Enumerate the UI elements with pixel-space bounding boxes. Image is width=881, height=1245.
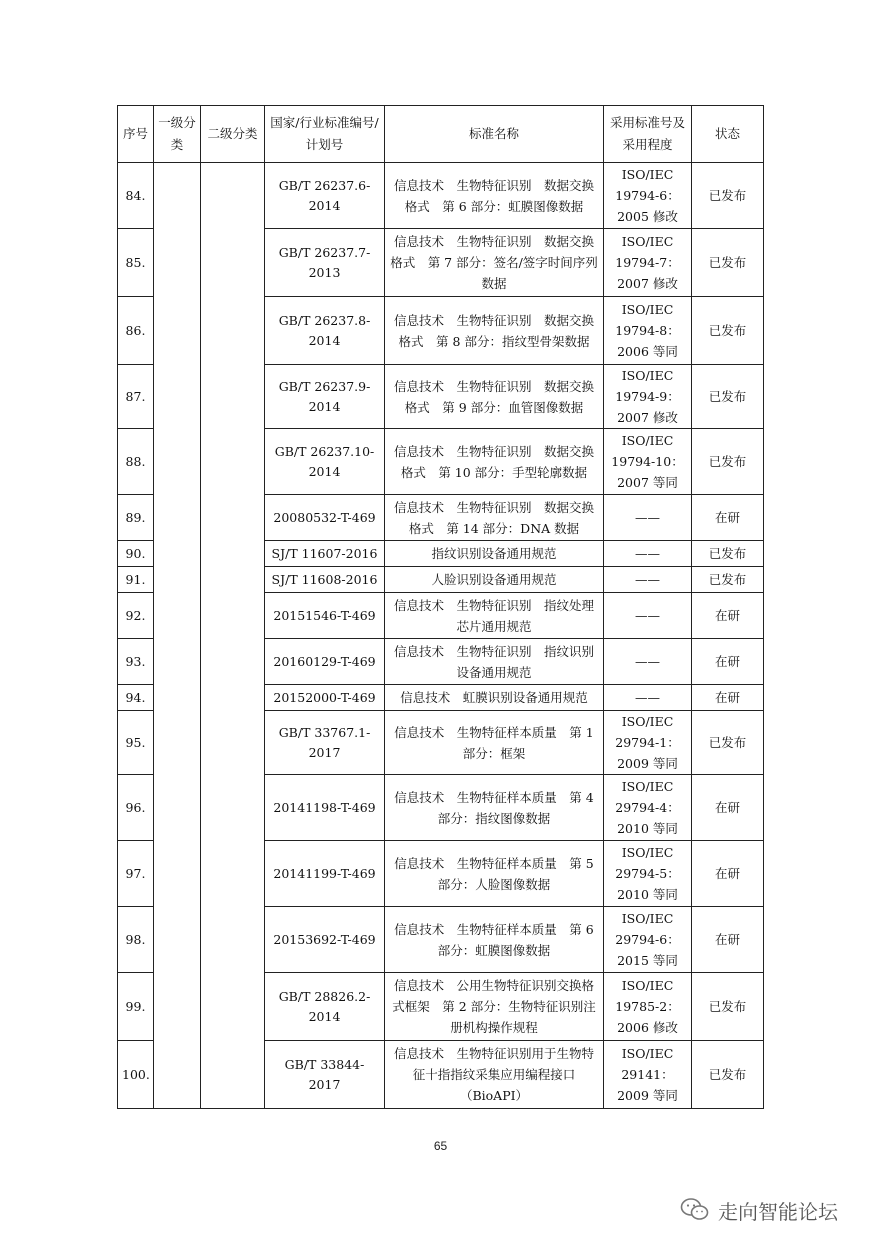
cell-code: 20153692-T-469: [265, 907, 385, 973]
cell-adopt: ISO/IEC 29794-4：2010 等同: [604, 775, 692, 841]
cell-adopt: ISO/IEC 29794-5：2010 等同: [604, 841, 692, 907]
cell-adopt: ISO/IEC 29794-1：2009 等同: [604, 711, 692, 775]
cell-no: 88.: [118, 429, 154, 495]
cell-no: 90.: [118, 541, 154, 567]
cell-code: 20080532-T-469: [265, 495, 385, 541]
cell-code: SJ/T 11608-2016: [265, 567, 385, 593]
cell-no: 85.: [118, 229, 154, 297]
cell-name: 信息技术 虹膜识别设备通用规范: [385, 685, 604, 711]
cell-adopt: ——: [604, 593, 692, 639]
cell-code: GB/T 26237.9-2014: [265, 365, 385, 429]
cell-name: 信息技术 公用生物特征识别交换格式框架 第 2 部分：生物特征识别注册机构操作规程: [385, 973, 604, 1041]
cell-name: 信息技术 生物特征识别用于生物特征十指指纹采集应用编程接口（BioAPI）: [385, 1041, 604, 1109]
cell-level2: [201, 163, 265, 1109]
cell-name: 信息技术 生物特征识别 指纹识别设备通用规范: [385, 639, 604, 685]
cell-status: 在研: [692, 639, 764, 685]
cell-no: 94.: [118, 685, 154, 711]
cell-name: 信息技术 生物特征样本质量 第 1 部分：框架: [385, 711, 604, 775]
watermark: [680, 1190, 870, 1230]
cell-code: 20141198-T-469: [265, 775, 385, 841]
cell-code: 20152000-T-469: [265, 685, 385, 711]
cell-no: 99.: [118, 973, 154, 1041]
cell-code: GB/T 33767.1-2017: [265, 711, 385, 775]
cell-status: 已发布: [692, 711, 764, 775]
cell-no: 92.: [118, 593, 154, 639]
cell-status: 在研: [692, 685, 764, 711]
cell-status: 已发布: [692, 297, 764, 365]
cell-status: 在研: [692, 593, 764, 639]
cell-no: 84.: [118, 163, 154, 229]
watermark-text: 走向智能论坛: [718, 1199, 838, 1224]
cell-code: GB/T 28826.2-2014: [265, 973, 385, 1041]
cell-adopt: ISO/IEC 29794-6：2015 等同: [604, 907, 692, 973]
cell-adopt: ISO/IEC 19794-6：2005 修改: [604, 163, 692, 229]
cell-name: 信息技术 生物特征识别 指纹处理芯片通用规范: [385, 593, 604, 639]
cell-status: 已发布: [692, 541, 764, 567]
cell-adopt: ——: [604, 567, 692, 593]
cell-code: GB/T 26237.7-2013: [265, 229, 385, 297]
cell-no: 96.: [118, 775, 154, 841]
cell-adopt: ISO/IEC 19794-8：2006 等同: [604, 297, 692, 365]
cell-adopt: ——: [604, 685, 692, 711]
cell-no: 87.: [118, 365, 154, 429]
cell-no: 95.: [118, 711, 154, 775]
cell-adopt: ISO/IEC 29141：2009 等同: [604, 1041, 692, 1109]
cell-status: 已发布: [692, 1041, 764, 1109]
wechat-icon: [680, 1197, 710, 1223]
cell-name: 信息技术 生物特征识别 数据交换格式 第 10 部分：手型轮廓数据: [385, 429, 604, 495]
cell-name: 信息技术 生物特征样本质量 第 6 部分：虹膜图像数据: [385, 907, 604, 973]
cell-adopt: ——: [604, 639, 692, 685]
cell-no: 89.: [118, 495, 154, 541]
page-number: 65: [433, 1139, 448, 1153]
cell-status: 已发布: [692, 429, 764, 495]
cell-name: 信息技术 生物特征样本质量 第 5 部分：人脸图像数据: [385, 841, 604, 907]
cell-level1: [154, 163, 201, 1109]
cell-status: 在研: [692, 775, 764, 841]
cell-code: 20151546-T-469: [265, 593, 385, 639]
header-name: 标准名称: [385, 106, 604, 163]
cell-status: 已发布: [692, 365, 764, 429]
cell-name: 信息技术 生物特征识别 数据交换格式 第 6 部分：虹膜图像数据: [385, 163, 604, 229]
cell-code: 20141199-T-469: [265, 841, 385, 907]
cell-status: 已发布: [692, 567, 764, 593]
cell-no: 93.: [118, 639, 154, 685]
cell-adopt: ——: [604, 541, 692, 567]
cell-status: 已发布: [692, 973, 764, 1041]
cell-status: 在研: [692, 841, 764, 907]
cell-no: 97.: [118, 841, 154, 907]
header-row: [118, 106, 764, 163]
cell-adopt: ISO/IEC 19794-10：2007 等同: [604, 429, 692, 495]
cell-name: 信息技术 生物特征识别 数据交换格式 第 9 部分：血管图像数据: [385, 365, 604, 429]
header-code: 国家/行业标准编号/计划号: [265, 106, 385, 163]
cell-no: 98.: [118, 907, 154, 973]
cell-code: 20160129-T-469: [265, 639, 385, 685]
cell-adopt: ——: [604, 495, 692, 541]
cell-code: GB/T 26237.6-2014: [265, 163, 385, 229]
cell-name: 信息技术 生物特征识别 数据交换格式 第 8 部分：指纹型骨架数据: [385, 297, 604, 365]
cell-no: 100.: [118, 1041, 154, 1109]
cell-status: 在研: [692, 907, 764, 973]
cell-status: 已发布: [692, 229, 764, 297]
cell-adopt: ISO/IEC 19794-7：2007 修改: [604, 229, 692, 297]
table-row: [118, 163, 764, 229]
cell-code: GB/T 26237.8-2014: [265, 297, 385, 365]
cell-name: 指纹识别设备通用规范: [385, 541, 604, 567]
cell-name: 信息技术 生物特征样本质量 第 4 部分：指纹图像数据: [385, 775, 604, 841]
cell-name: 信息技术 生物特征识别 数据交换格式 第 7 部分：签名/签字时间序列数据: [385, 229, 604, 297]
cell-name: 信息技术 生物特征识别 数据交换格式 第 14 部分：DNA 数据: [385, 495, 604, 541]
cell-code: SJ/T 11607-2016: [265, 541, 385, 567]
cell-code: GB/T 33844-2017: [265, 1041, 385, 1109]
header-no: 序号: [118, 106, 154, 163]
standards-table: [117, 105, 764, 1109]
cell-code: GB/T 26237.10-2014: [265, 429, 385, 495]
header-level2: 二级分类: [201, 106, 265, 163]
cell-no: 86.: [118, 297, 154, 365]
cell-name: 人脸识别设备通用规范: [385, 567, 604, 593]
header-level1: 一级分类: [154, 106, 201, 163]
header-adopt: 采用标准号及采用程度: [604, 106, 692, 163]
cell-adopt: ISO/IEC 19785-2：2006 修改: [604, 973, 692, 1041]
cell-status: 在研: [692, 495, 764, 541]
header-status: 状态: [692, 106, 764, 163]
cell-no: 91.: [118, 567, 154, 593]
cell-status: 已发布: [692, 163, 764, 229]
cell-adopt: ISO/IEC 19794-9：2007 修改: [604, 365, 692, 429]
